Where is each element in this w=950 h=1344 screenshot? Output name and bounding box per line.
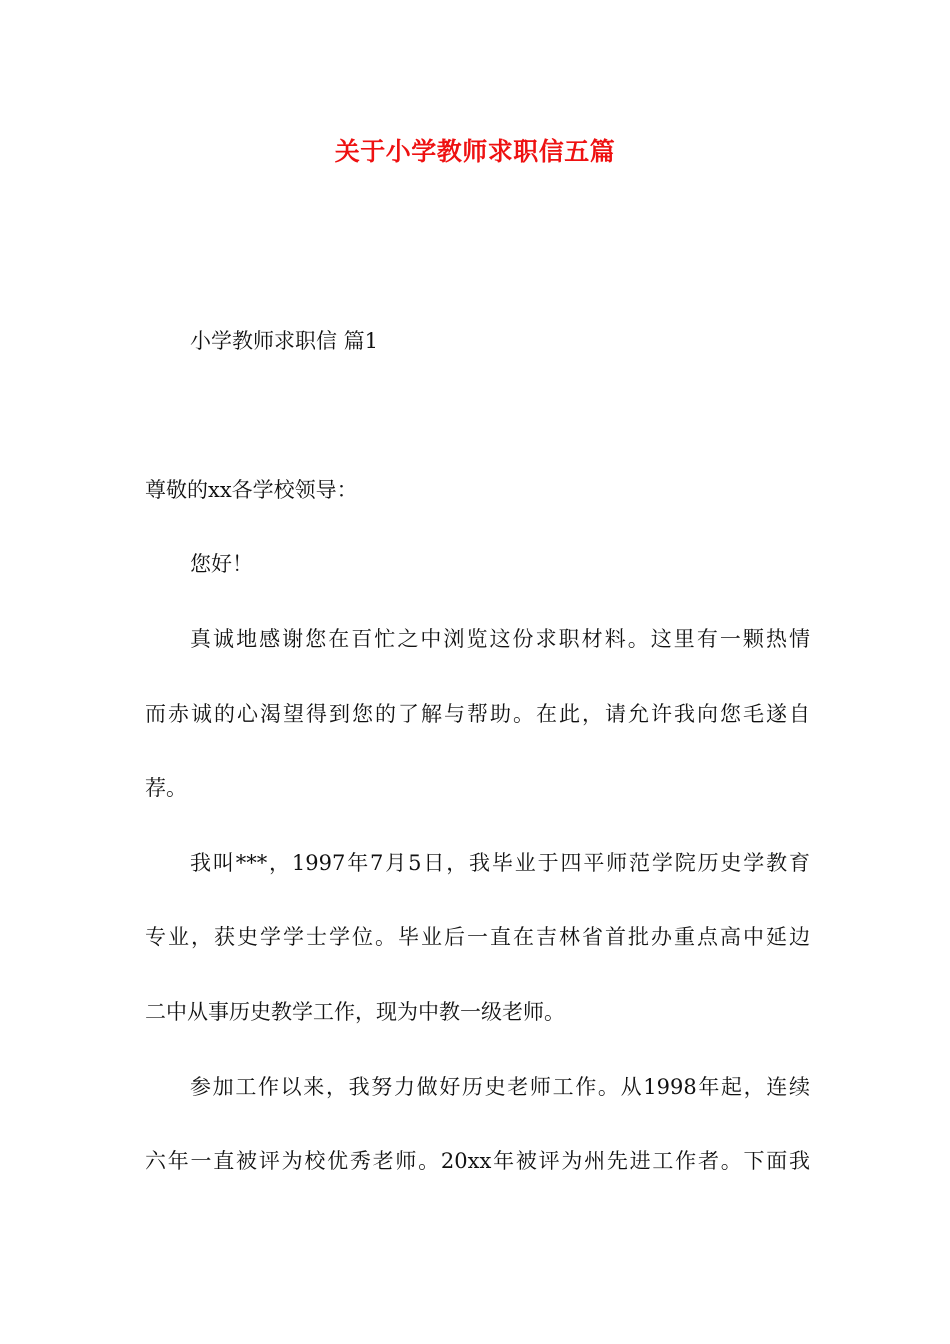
paragraph-line: 我叫***，1997年7月5日，我毕业于四平师范学院历史学教育 — [190, 851, 810, 875]
paragraph-line: 六年一直被评为校优秀老师。20xx年被评为州先进工作者。下面我 — [145, 1149, 810, 1173]
paragraph-line: 荐。 — [145, 776, 187, 800]
document-title: 关于小学教师求职信五篇 — [334, 137, 616, 166]
section-heading: 小学教师求职信 篇1 — [190, 329, 379, 353]
salutation: 尊敬的xx各学校领导： — [145, 478, 358, 502]
paragraph-line: 参加工作以来，我努力做好历史老师工作。从1998年起，连续 — [190, 1075, 810, 1099]
greeting: 您好！ — [190, 552, 253, 576]
paragraph-line: 真诚地感谢您在百忙之中浏览这份求职材料。这里有一颗热情 — [190, 627, 810, 651]
paragraph-line: 而赤诚的心渴望得到您的了解与帮助。在此，请允许我向您毛遂自 — [145, 702, 810, 726]
paragraph-line: 二中从事历史教学工作，现为中教一级老师。 — [145, 1000, 565, 1024]
paragraph-line: 专业，获史学学士学位。毕业后一直在吉林省首批办重点高中延边 — [145, 925, 810, 949]
